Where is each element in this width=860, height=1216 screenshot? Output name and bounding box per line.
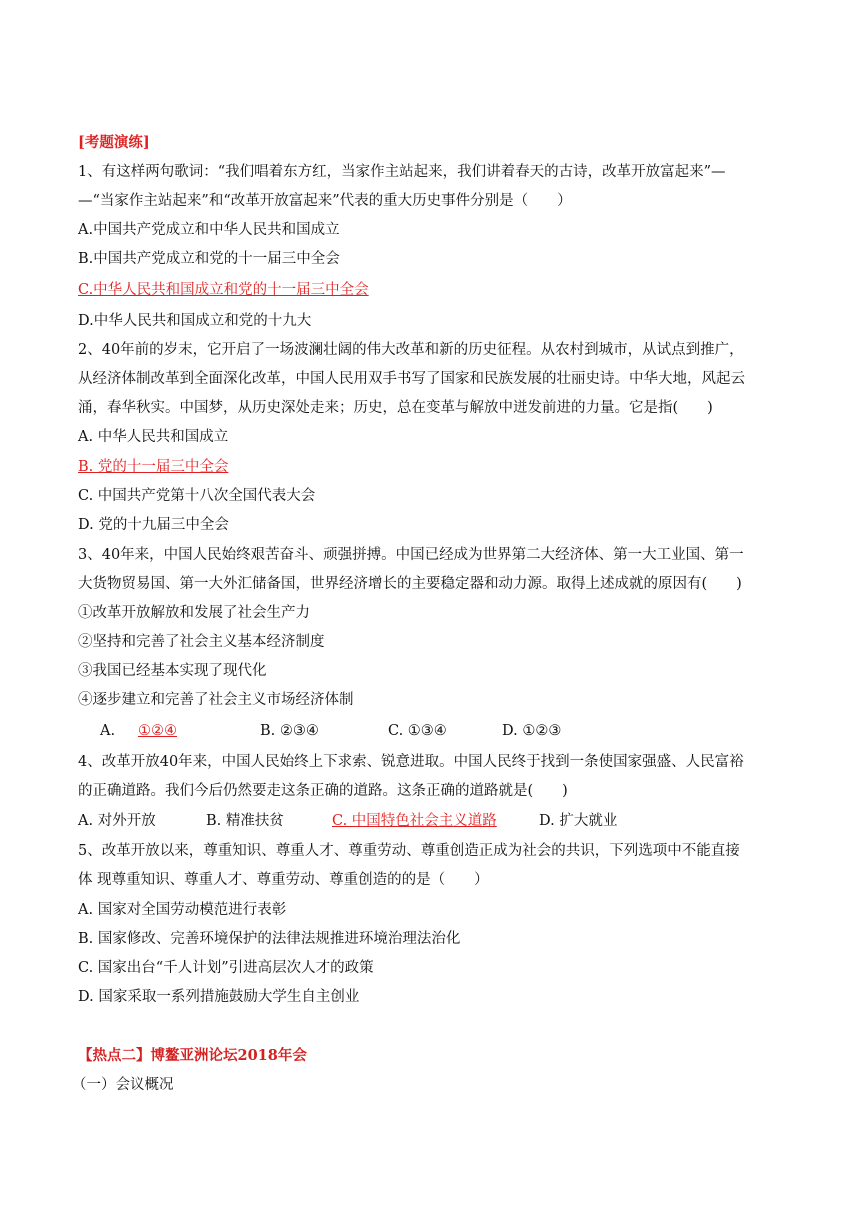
q1-stem-line-1: 1、有这样两句歌词：“我们唱着东方红，当家作主站起来，我们讲着春天的古诗，改革开放富起来”—: [78, 164, 726, 180]
hot-topic-bracket: 【热点二】: [78, 1047, 151, 1064]
q3-option-c: C. ①③④: [388, 723, 447, 739]
q3-option-d: D. ①②③: [502, 723, 562, 739]
q2-option-a: A. 中华人民共和国成立: [78, 429, 229, 445]
q4-stem-line-2: 的正确道路。我们今后仍然要走这条正确的道路。这条正确的道路就是( ): [78, 783, 568, 799]
q3-option-a-label: A.: [100, 723, 116, 739]
q3-item-4: ④逐步建立和完善了社会主义市场经济体制: [78, 692, 354, 708]
q4-options-row: [78, 811, 788, 831]
hot-topic-heading: [78, 1046, 788, 1066]
q1-option-a: A.中国共产党成立和中华人民共和国成立: [78, 222, 340, 238]
q5-stem-line-2: 体 现尊重知识、尊重人才、尊重劳动、尊重创造的的是（ ）: [78, 872, 489, 888]
q5-option-b: B. 国家修改、完善环境保护的法律法规推进环境治理法治化: [78, 931, 461, 947]
q3-stem-line-2: 大货物贸易国、第一大外汇储备国，世界经济增长的主要稳定器和动力源。取得上述成就的原因有( ): [78, 576, 742, 592]
q1-option-c-answer: C.中华人民共和国成立和党的十一届三中全会: [78, 282, 369, 298]
q2-option-b-answer: B. 党的十一届三中全会: [78, 459, 229, 475]
q5-option-d: D. 国家采取一系列措施鼓励大学生自主创业: [78, 989, 360, 1005]
q1-stem-line-2: —“当家作主站起来”和“改革开放富起来”代表的重大历史事件分别是（ ）: [78, 193, 572, 209]
q3-item-1: ①改革开放解放和发展了社会生产力: [78, 605, 310, 621]
q2-stem-line-1: 2、40年前的岁末，它开启了一场波澜壮阔的伟大改革和新的历史征程。从农村到城市，从试点到推广，: [78, 342, 744, 358]
q4-option-a: A. 对外开放: [78, 813, 156, 829]
q4-stem-line-1: 4、改革开放40年来，中国人民始终上下求索、锐意进取。中国人民终于找到一条使国家强盛、人民富裕: [78, 754, 744, 770]
subsection-heading: （一）会议概况: [72, 1077, 174, 1093]
hot-topic-title: 博鳌亚洲论坛2018年会: [150, 1047, 307, 1064]
q3-item-2: ②坚持和完善了社会主义基本经济制度: [78, 634, 325, 650]
q3-option-b: B. ②③④: [260, 723, 319, 739]
q2-option-c: C. 中国共产党第十八次全国代表大会: [78, 488, 316, 504]
q5-stem-line-1: 5、改革开放以来，尊重知识、尊重人才、尊重劳动、尊重创造正成为社会的共识，下列选项中不能直接: [78, 843, 740, 859]
q4-option-b: B. 精准扶贫: [206, 813, 284, 829]
q1-option-b: B.中国共产党成立和党的十一届三中全会: [78, 251, 340, 267]
q3-options-row: [78, 721, 788, 741]
q2-stem-line-2: 从经济体制改革到全面深化改革，中国人民用双手书写了国家和民族发展的壮丽史诗。中华大地，风起云: [78, 371, 745, 387]
q2-stem-line-3: 涌，春华秋实。中国梦，从历史深处走来；历史，总在变革与解放中迸发前进的力量。它是指( ): [78, 400, 713, 416]
q2-option-d: D. 党的十九届三中全会: [78, 517, 229, 533]
section-title: [考题演练]: [78, 134, 150, 151]
q5-option-a: A. 国家对全国劳动模范进行表彰: [78, 902, 287, 918]
q1-option-d: D.中华人民共和国成立和党的十九大: [78, 313, 312, 329]
q3-item-3: ③我国已经基本实现了现代化: [78, 663, 267, 679]
q4-option-c-answer: C. 中国特色社会主义道路: [332, 813, 497, 829]
q3-option-a-answer: ①②④: [138, 723, 177, 739]
q5-option-c: C. 国家出台“千人计划”引进高层次人才的政策: [78, 960, 374, 976]
q3-stem-line-1: 3、40年来，中国人民始终艰苦奋斗、顽强拼搏。中国已经成为世界第二大经济体、第一大工业国、第一: [78, 547, 744, 563]
q4-option-d: D. 扩大就业: [539, 813, 618, 829]
